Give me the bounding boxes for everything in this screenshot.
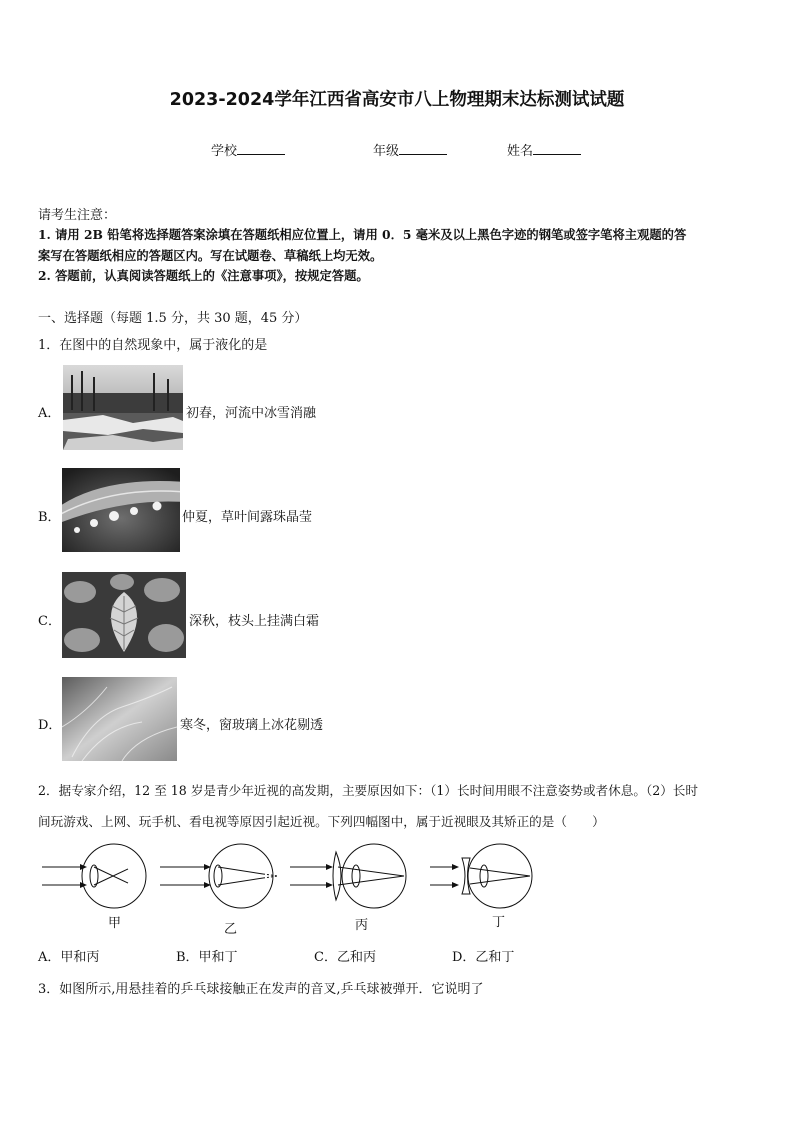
name-field: 姓名 (507, 140, 581, 159)
q1-option-c-text: 深秋，枝头上挂满白霜 (189, 614, 320, 629)
eye-diagram-jia (42, 844, 146, 908)
q1-option-d-letter: D． (38, 718, 62, 733)
q1-option-b-text: 仲夏，草叶间露珠晶莹 (182, 510, 313, 525)
diagram-label-yi: 乙 (224, 922, 238, 937)
diagram-label-ding: 丁 (492, 915, 506, 930)
eye-diagram-ding (430, 844, 532, 908)
school-field: 学校 (211, 140, 285, 159)
page-title: 2023-2024学年江西省高安市八上物理期末达标测试试题 (169, 90, 625, 110)
q1-option-a-text: 初春，河流中冰雪消融 (186, 406, 317, 421)
q1-option-d-text: 寒冬，窗玻璃上冰花剔透 (180, 718, 324, 733)
window-frost-photo (62, 677, 177, 761)
notice-line-2: 2. 答题前，认真阅读答题纸上的《注意事项》，按规定答题。 (38, 268, 369, 283)
q2-stem-line-1: 2．据专家介绍，12 至 18 岁是青少年近视的高发期，主要原因如下：（1）长时间用眼不注意姿势或者休息。（2）长时 (38, 783, 698, 798)
frost-leaves-photo (62, 572, 186, 658)
q2-choice-b: B．甲和丁 (176, 950, 238, 965)
q1-option-b-letter: B． (38, 510, 61, 525)
diagram-label-bing: 丙 (355, 918, 369, 933)
eye-diagram-yi (160, 844, 278, 908)
grade-field: 年级 (373, 140, 447, 159)
river-ice-photo (63, 365, 183, 450)
notice-line-1b: 案写在答题纸相应的答题区内。写在试题卷、草稿纸上均无效。 (38, 248, 383, 263)
diagram-label-jia: 甲 (108, 916, 122, 931)
q2-choice-a: A．甲和丙 (38, 950, 100, 965)
eye-diagram-bing (290, 844, 406, 908)
notice-heading: 请考生注意： (38, 208, 117, 223)
q1-option-a-letter: A． (38, 406, 61, 421)
q3-stem: 3．如图所示,用悬挂着的乒乓球接触正在发声的音叉,乒乓球被弹开．它说明了 (38, 982, 484, 997)
q2-choice-c: C．乙和丙 (314, 950, 376, 965)
q2-choice-d: D．乙和丁 (452, 950, 515, 965)
notice-line-1: 1. 请用 2B 铅笔将选择题答案涂填在答题纸相应位置上，请用 0．5 毫米及以上黑色字迹的钢笔或签字笔将主观题的答 (38, 227, 687, 242)
q1-stem: 1．在图中的自然现象中，属于液化的是 (38, 338, 268, 353)
q1-option-c-letter: C． (38, 614, 61, 629)
section-heading: 一、选择题（每题 1.5 分，共 30 题，45 分） (38, 311, 308, 326)
dew-leaf-photo (62, 468, 180, 552)
q2-stem-line-2: 间玩游戏、上网、玩手机、看电视等原因引起近视。下列四幅图中，属于近视眼及其矫正的是（ ） (38, 814, 605, 829)
